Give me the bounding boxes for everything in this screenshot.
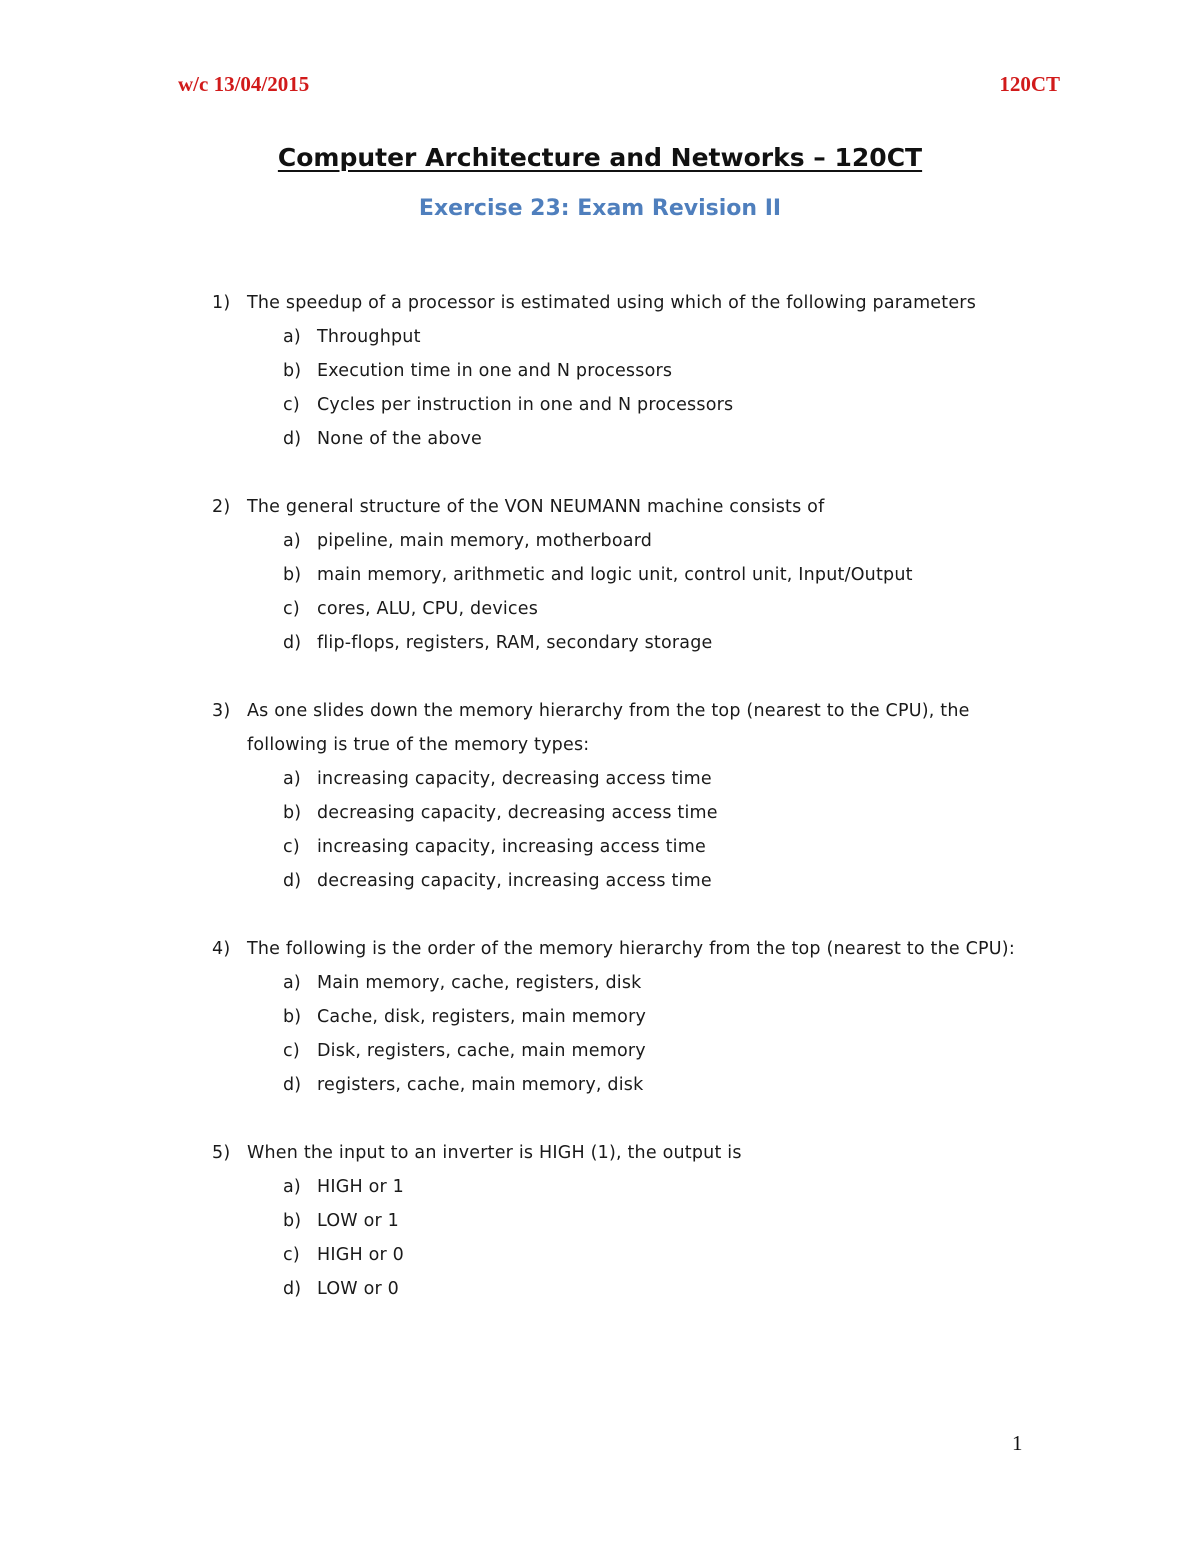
answer-option <box>283 558 1032 592</box>
exercise-subtitle: Exercise 23: Exam Revision II <box>418 196 782 221</box>
answer-option <box>283 966 1032 1000</box>
option-text: pipeline, main memory, motherboard <box>317 531 653 551</box>
option-letter: d) <box>283 871 302 891</box>
page-number: 1 <box>1012 1431 1023 1455</box>
answer-option <box>283 626 1032 660</box>
answer-option <box>283 354 1032 388</box>
answer-options <box>283 762 1032 898</box>
document-title-text: Computer Architecture and Networks – 120CT <box>277 143 923 172</box>
option-text: main memory, arithmetic and logic unit, control unit, Input/Output <box>317 565 913 585</box>
option-text: None of the above <box>317 429 482 449</box>
option-letter: c) <box>283 1245 300 1265</box>
header-course-code: 120CT <box>999 72 1060 96</box>
question-stem <box>212 1136 1032 1170</box>
option-text: HIGH or 1 <box>317 1177 405 1197</box>
question-item <box>212 1136 1032 1306</box>
answer-options <box>283 320 1032 456</box>
option-text: Disk, registers, cache, main memory <box>317 1041 646 1061</box>
header-date: w/c 13/04/2015 <box>178 72 310 96</box>
option-letter: c) <box>283 395 300 415</box>
question-text: As one slides down the memory hierarchy from the top (nearest to the CPU), the following is true of the memory types: <box>247 701 970 755</box>
option-text: registers, cache, main memory, disk <box>317 1075 644 1095</box>
answer-option <box>283 592 1032 626</box>
question-stem <box>212 286 1032 320</box>
document-title <box>0 143 1200 172</box>
option-letter: b) <box>283 1007 302 1027</box>
option-text: increasing capacity, decreasing access time <box>317 769 712 789</box>
answer-option <box>283 762 1032 796</box>
option-letter: a) <box>283 769 301 789</box>
question-item <box>212 490 1032 660</box>
page-header <box>178 72 1060 102</box>
question-item <box>212 694 1032 898</box>
answer-option <box>283 1034 1032 1068</box>
option-letter: b) <box>283 1211 302 1231</box>
answer-option <box>283 1272 1032 1306</box>
answer-option <box>283 1170 1032 1204</box>
option-text: LOW or 1 <box>317 1211 399 1231</box>
answer-option <box>283 422 1032 456</box>
option-letter: b) <box>283 803 302 823</box>
question-text: When the input to an inverter is HIGH (1), the output is <box>247 1143 742 1163</box>
option-letter: c) <box>283 599 300 619</box>
option-letter: a) <box>283 973 301 993</box>
answer-option <box>283 1068 1032 1102</box>
option-text: Cycles per instruction in one and N processors <box>317 395 734 415</box>
option-letter: a) <box>283 531 301 551</box>
answer-options <box>283 966 1032 1102</box>
answer-options <box>283 524 1032 660</box>
option-letter: a) <box>283 327 301 347</box>
option-text: HIGH or 0 <box>317 1245 405 1265</box>
question-item <box>212 286 1032 456</box>
option-letter: d) <box>283 633 302 653</box>
option-letter: b) <box>283 361 302 381</box>
option-text: decreasing capacity, decreasing access time <box>317 803 718 823</box>
answer-option <box>283 388 1032 422</box>
option-letter: c) <box>283 1041 300 1061</box>
answer-option <box>283 1238 1032 1272</box>
option-letter: d) <box>283 1279 302 1299</box>
option-letter: b) <box>283 565 302 585</box>
option-text: LOW or 0 <box>317 1279 399 1299</box>
option-text: Execution time in one and N processors <box>317 361 673 381</box>
question-stem <box>212 932 1032 966</box>
question-number: 3) <box>212 701 231 721</box>
answer-option <box>283 1000 1032 1034</box>
question-stem <box>212 490 1032 524</box>
question-stem <box>212 694 1032 762</box>
question-number: 5) <box>212 1143 231 1163</box>
answer-options <box>283 1170 1032 1306</box>
question-list <box>212 286 1032 1340</box>
question-number: 2) <box>212 497 231 517</box>
question-number: 1) <box>212 293 231 313</box>
question-text: The general structure of the VON NEUMANN machine consists of <box>247 497 825 517</box>
option-text: decreasing capacity, increasing access time <box>317 871 712 891</box>
option-text: increasing capacity, increasing access time <box>317 837 706 857</box>
answer-option <box>283 1204 1032 1238</box>
answer-option <box>283 320 1032 354</box>
option-text: Cache, disk, registers, main memory <box>317 1007 647 1027</box>
option-letter: a) <box>283 1177 301 1197</box>
option-letter: d) <box>283 1075 302 1095</box>
option-text: cores, ALU, CPU, devices <box>317 599 539 619</box>
option-text: Main memory, cache, registers, disk <box>317 973 642 993</box>
question-number: 4) <box>212 939 231 959</box>
option-letter: c) <box>283 837 300 857</box>
option-text: flip-flops, registers, RAM, secondary storage <box>317 633 713 653</box>
question-text: The following is the order of the memory hierarchy from the top (nearest to the CPU): <box>247 939 1015 959</box>
option-text: Throughput <box>317 327 421 347</box>
option-letter: d) <box>283 429 302 449</box>
answer-option <box>283 796 1032 830</box>
answer-option <box>283 524 1032 558</box>
question-item <box>212 932 1032 1102</box>
question-text: The speedup of a processor is estimated using which of the following parameters <box>247 293 977 313</box>
answer-option <box>283 830 1032 864</box>
answer-option <box>283 864 1032 898</box>
